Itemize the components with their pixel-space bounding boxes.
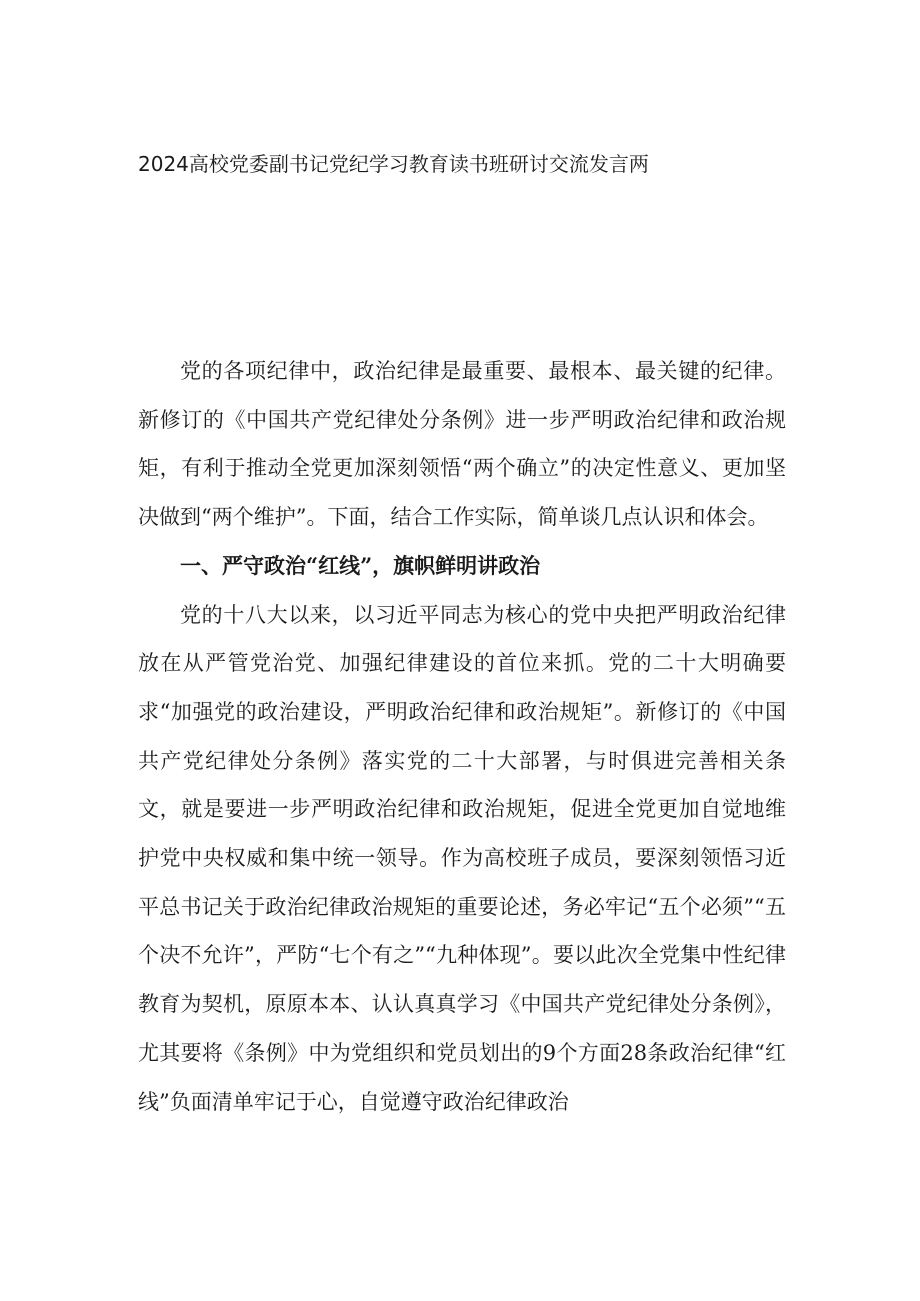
section-heading-1: 一、严守政治“红线”，旗帜鲜明讲政治 [180, 552, 541, 578]
intro-paragraph: 党的各项纪律中，政治纪律是最重要、最根本、最关键的纪律。新修订的《中国共产党纪律处分条例》进一步严明政治纪律和政治规矩，有利于推动全党更加深刻领悟“两个确立”的决定性意义、更加坚决做到“两个维护”。下面，结合工作实际，简单谈几点认识和体会。 [138, 359, 786, 530]
section-1-paragraph: 党的十八大以来，以习近平同志为核心的党中央把严明政治纪律放在从严管党治党、加强纪律建设的首位来抓。党的二十大明确要求“加强党的政治建设，严明政治纪律和政治规矩”。新修订的《中国共产党纪律处分条例》落实党的二十大部署，与时俱进完善相关条文，就是要进一步严明政治纪律和政治规矩，促进全党更加自觉地维护党中央权威和集中统一领导。作为高校班子成员，要深刻领悟习近平总书记关于政治纪律政治规矩的重要论述，务必牢记“五个必须”“五个决不允许”，严防“七个有之”“九种体现”。要以此次全党集中性纪律教育为契机，原原本本、认认真真学习《中国共产党纪律处分条例》，尤其要将《条例》中为党组织和党员划出的9个方面28条政治纪律“红线”负面清单牢记于心，自觉遵守政治纪律政治 [138, 602, 786, 1114]
document-title: 2024高校党委副书记党纪学习教育读书班研讨交流发言两 [138, 152, 649, 176]
document-body [138, 347, 786, 1126]
